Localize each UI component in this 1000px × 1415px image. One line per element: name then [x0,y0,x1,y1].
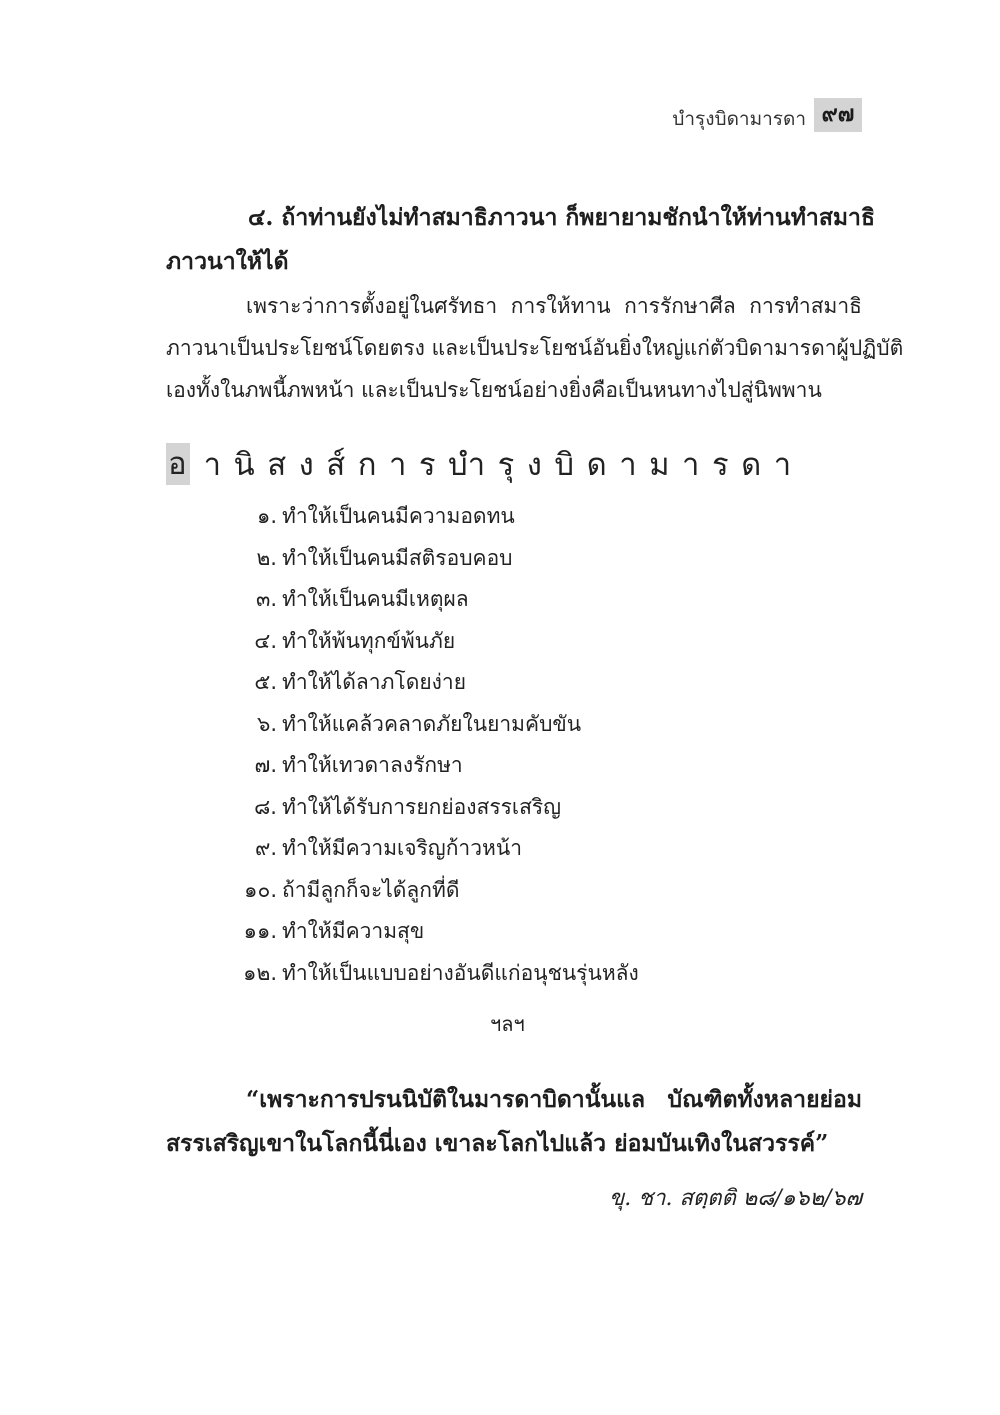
list-item-number: ๔. [254,628,277,653]
section-heading-line-2: ภาวนาให้ได้ [166,248,289,275]
list-item-number: ๗. [254,753,277,777]
list-item [0,957,1000,997]
list-item [0,749,1000,789]
list-item-number: ๙. [254,836,277,860]
list-item-text: ทำให้มีความเจริญก้าวหน้า [282,836,522,860]
list-item-text: ทำให้เทวดาลงรักษา [282,753,463,777]
list-item-text: ทำให้เป็นคนมีเหตุผล [282,587,469,611]
list-item [0,874,1000,914]
benefits-heading-highlight-letter: อ [166,443,190,485]
list-item-text: ทำให้ได้รับการยกย่องสรรเสริญ [282,794,562,819]
list-item-text: ทำให้เป็นแบบอย่างอันดีแก่อนุชนรุ่นหลัง [282,960,639,985]
list-item-text: ทำให้พ้นทุกข์พ้นภัย [282,628,456,653]
running-header-title: บำรุงบิดามารดา [672,108,806,130]
list-item [0,542,1000,582]
quote-line-2: สรรเสริญเขาในโลกนี้นี่เอง เขาละโลกไปแล้ว ย่อมบันเทิงในสวรรค์” [166,1130,829,1157]
list-item-number: ๖. [256,711,277,736]
benefits-heading-text: านิสงส์การบำรุงบิดามารดา [203,447,804,483]
list-item-number: ๘. [254,794,277,819]
list-item-number: ๑๒. [243,960,277,985]
list-item-text: ทำให้แคล้วคลาดภัยในยามคับขัน [282,711,582,736]
list-item [0,625,1000,665]
list-item-text: ทำให้ได้ลาภโดยง่าย [282,670,467,694]
list-item [0,500,1000,540]
list-item-text: ทำให้เป็นคนมีสติรอบคอบ [282,545,513,570]
list-item-text: ถ้ามีลูกก็จะได้ลูกที่ดี [282,877,460,902]
list-item [0,583,1000,623]
list-item [0,666,1000,706]
paragraph-line-1: เพราะว่าการตั้งอยู่ในศรัทธา การให้ทาน การรักษาศีล การทำสมาธิ [246,294,862,318]
list-item-text: ทำให้เป็นคนมีความอดทน [282,504,515,528]
list-item [0,791,1000,831]
quote-line-1: “เพราะการปรนนิบัติในมารดาบิดานั้นแล บัณฑิตทั้งหลายย่อม [246,1086,862,1113]
benefits-heading [166,443,804,485]
list-item-number: ๑. [256,504,277,528]
list-item-number: ๑๐. [244,877,277,902]
list-item-text: ทำให้มีความสุข [282,919,425,943]
etc-mark: ฯลฯ [490,1012,525,1036]
list-item [0,915,1000,955]
section-heading-line-1: ๔. ถ้าท่านยังไม่ทำสมาธิภาวนา ก็พยายามชักนำให้ท่านทำสมาธิ [248,204,875,231]
list-item-number: ๓. [255,587,277,611]
list-item [0,832,1000,872]
paragraph-line-3: เองทั้งในภพนี้ภพหน้า และเป็นประโยชน์อย่างยิ่งคือเป็นหนทางไปสู่นิพพาน [166,378,822,402]
list-item-number: ๑๑. [243,919,277,943]
quote-citation: ขุ. ชา. สตฺตติ ๒๘/๑๖๒/๖๗ [609,1186,862,1211]
paragraph-line-2: ภาวนาเป็นประโยชน์โดยตรง และเป็นประโยชน์อันยิ่งใหญ่แก่ตัวบิดามารดาผู้ปฏิบัติ [166,336,904,360]
list-item-number: ๒. [256,545,277,570]
page-number: ๙๗ [814,98,862,132]
list-item-number: ๕. [254,670,277,694]
list-item [0,708,1000,748]
